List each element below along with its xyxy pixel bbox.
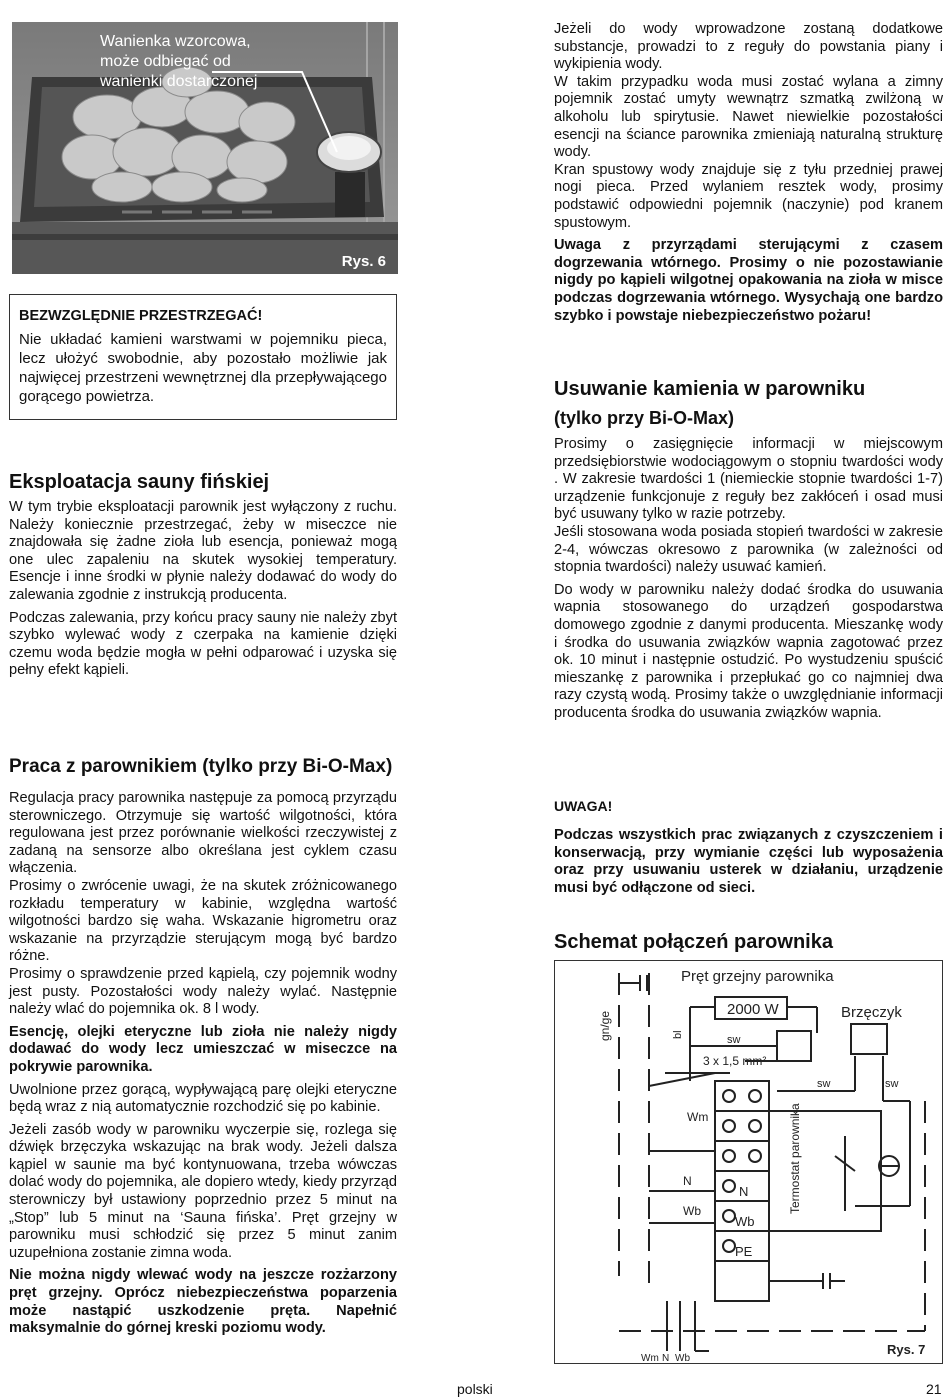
cable-label: 3 x 1,5 mm² (703, 1054, 767, 1068)
heater-label: Pręt grzejny parownika (681, 968, 834, 985)
warning-text: Podczas wszystkich prac związanych z czyszczeniem i konserwacją, przy wymianie części lub wyposażenia oraz przy usuwaniu usterek w działaniu, urządzenie musi być odłączone od sieci. (554, 827, 943, 896)
figure-6-label: Rys. 6 (341, 253, 386, 270)
paragraph: Jeżeli zasób wody w parowniku wyczerpie się, rozlega się dźwięk brzęczyka wskazując na brak wody. Jeżeli dalsza kąpiel w saunie ma być kontynuowana, trzeba wówczas dolać wody do pojemnika, ale dopiero wtedy, kiedy przyrząd sterowniczy był ustawiony poprzednio przez 5 minut na „Stop” lub 5 minut na ‘Sauna fińska’. Pręt grzejny w parowniku musi schłodzić się przez 5 minut zanim uzupełniona zostanie zimna woda. (9, 1121, 397, 1261)
wire-label-gnge: gn/ge (598, 1010, 612, 1041)
warning-title: UWAGA! (554, 798, 613, 814)
paragraph: Prosimy o zwrócenie uwagi, że na skutek zróżnicowanego rozkładu temperatury w kabinie, względna wartość wilgotności bardzo się waha. Wskazanie higrometru oraz wskazanie na przyrządzie sterującym mogą być bardzo różne. (9, 877, 397, 965)
figure-6-caption: Wanienka wzorcowa, może odbiegać od wanienki dostarczonej (100, 33, 258, 90)
warning-box-text: Nie układać kamieni warstwami w pojemniku pieca, lecz ułożyć swobodnie, aby pozostało możliwie jak najwięcej przestrzeni wewnętrznej dla przepływającego gorącego powietrza. (19, 331, 387, 405)
section-finnish-sauna (9, 470, 397, 680)
paragraph-bold: Esencję, olejki eteryczne lub zioła nie należy nigdy dodawać do wody lecz umieszczać w miseczce na pokrywie parownika. (9, 1023, 397, 1075)
paragraph: Prosimy o sprawdzenie przed kąpielą, czy pojemnik wodny jest pusty. Pozostałości wody należy wylać. Następnie należy wlać do pojemnika ok. 8 l wody. (9, 965, 397, 1018)
section-evaporator (9, 755, 397, 1338)
paragraph: W tym trybie eksploatacji parownik jest wyłączony z ruchu. Należy koniecznie przestrzegać, żeby w miseczce nie znajdowała się żadne zioła lub esencja, ponieważ mogą one ulec zapaleniu na skutek wysokiej temperatury. Esencje i inne środki w płynie należy dodawać do wody do zalewania zgodnie z instrukcją producenta. (9, 499, 397, 603)
bottom-wb: Wb (675, 1353, 690, 1364)
terminal-pe: PE (735, 1244, 753, 1259)
paragraph: Jeżeli do wody wprowadzone zostaną dodatkowe substancje, prowadzi to z reguły do powstania piany i wykipienia wody. (554, 21, 943, 73)
section-subheading: (tylko przy Bi-O-Max) (554, 408, 735, 428)
section-descaling (554, 377, 943, 723)
power-label: 2000 W (727, 1001, 779, 1018)
warning-box (9, 294, 397, 420)
footer-language: polski (457, 1381, 493, 1397)
warning-box-title: BEZWZGLĘDNIE PRZESTRZEGAĆ! (19, 308, 263, 324)
terminal-wb: Wb (735, 1214, 755, 1229)
schematic-heading-wrap (554, 930, 943, 954)
terminal-n: N (739, 1184, 749, 1199)
schematic-heading: Schemat połączeń parownika (554, 931, 833, 953)
thermostat-label: Termostat parownika (788, 1103, 802, 1214)
paragraph: Podczas zalewania, przy końcu pracy sauny nie należy zbyt szybko wylewać wody z czerpaka na kamienie dzięki czemu woda będzie mogła w pełni odparować i uzyska się pełny efekt kąpieli. (9, 609, 397, 679)
buzzer-label: Brzęczyk (841, 1004, 902, 1021)
wiring-schematic (554, 960, 943, 1364)
wire-label-sw: sw (817, 1078, 831, 1090)
bottom-wm: Wm (641, 1353, 659, 1364)
terminal-wm: Wm (687, 1110, 709, 1124)
section-heading: Praca z parownikiem (tylko przy Bi-O-Max) (9, 756, 393, 777)
page-number: 21 (926, 1381, 942, 1397)
paragraph: Kran spustowy wody znajduje się z tyłu przedniej prawej nogi pieca. Przed wylaniem resztek wody, prosimy podstawić odpowiedni pojemnik (naczynie) pod kranem spustowym. (554, 161, 943, 231)
figure-7-label: Rys. 7 (887, 1342, 926, 1357)
paragraph-bold: Nie można nigdy wlewać wody na jeszcze rozżarzony pręt grzejny. Oprócz niebezpieczeństwa poparzenia może nastąpić uszkodzenie pręta. Napełnić maksymalnie do górnej kreski poziomu wody. (9, 1267, 397, 1337)
paragraph-bold: Uwaga z przyrządami sterującymi z czasem dogrzewania wtórnego. Prosimy o nie pozostawianie nigdy po kąpieli wilgotnej opakowania na zioła w misce podczas dogrzewania wtórnego. Wysychają one bardzo szybko i powstaje niebezpieczeństwo pożaru! (554, 237, 943, 324)
wiring-diagram (555, 961, 944, 1365)
section-heading: Usuwanie kamienia w parowniku (554, 378, 866, 400)
section-heading: Eksploatacja sauny fińskiej (9, 471, 270, 493)
bottom-n: N (662, 1353, 670, 1364)
paragraph: Jeśli stosowana woda posiada stopień twardości w zakresie 2-4, wówczas okresowo z parownika (w zależności od stopnia twardości) należy usuwać kamień. (554, 523, 943, 576)
section-warning (554, 798, 943, 897)
wire-label-bl: bl (672, 1030, 684, 1039)
figure-6-photo (12, 22, 398, 274)
paragraph: W takim przypadku woda musi zostać wylana a zimny pojemnik zostać umyty wewnątrz szmatką zwilżoną w alkoholu lub spirytusie. Nawet niewielkie pozostałości esencji na ściance parownika zmieniają naturalną strukturę wody. (554, 73, 943, 161)
paragraph: Do wody w parowniku należy dodać środka do usuwania wapnia stosowanego do urządzeń gospodarstwa domowego zgodnie z danymi producenta. Mieszankę wody i środka do usuwania związków wapnia zagotować przez ok. 10 minut i następnie ostudzić. Po wystudzeniu spuścić mieszankę z parownika i przepłukać go co najmniej dwa razy czystą wodą. Prosimy także o uwzględnianie informacji producenta środka do usuwania związków wapnia. (554, 581, 943, 721)
wire-label-sw: sw (727, 1034, 741, 1046)
wire-label-n: N (683, 1174, 692, 1188)
paragraph: Prosimy o zasięgnięcie informacji w miejscowym przedsiębiorstwie wodociągowym o stopniu twardości wody . W zakresie twardości 1 (niemieckie stopnie twardości 1-7) urządzenie funkcjonuje z reguły bez zakłóceń i osad musi być usuwany tylko w razie potrzeby. (554, 436, 943, 523)
paragraph: Regulacja pracy parownika następuje za pomocą przyrządu sterowniczego. Otrzymuje się wartość wilgotności, która regulowana jest przez porównanie wielkości rzeczywistej z zadaną na sensorze albo określana jest cyklem czasu włączenia. (9, 790, 397, 877)
wire-label-wb: Wb (683, 1204, 701, 1218)
paragraph: Uwolnione przez gorącą, wypływającą parę olejki eteryczne będą wraz z nią automatycznie rozchodzić się po kabinie. (9, 1081, 397, 1116)
wire-label-sw: sw (885, 1078, 899, 1090)
right-column-intro (554, 21, 943, 325)
